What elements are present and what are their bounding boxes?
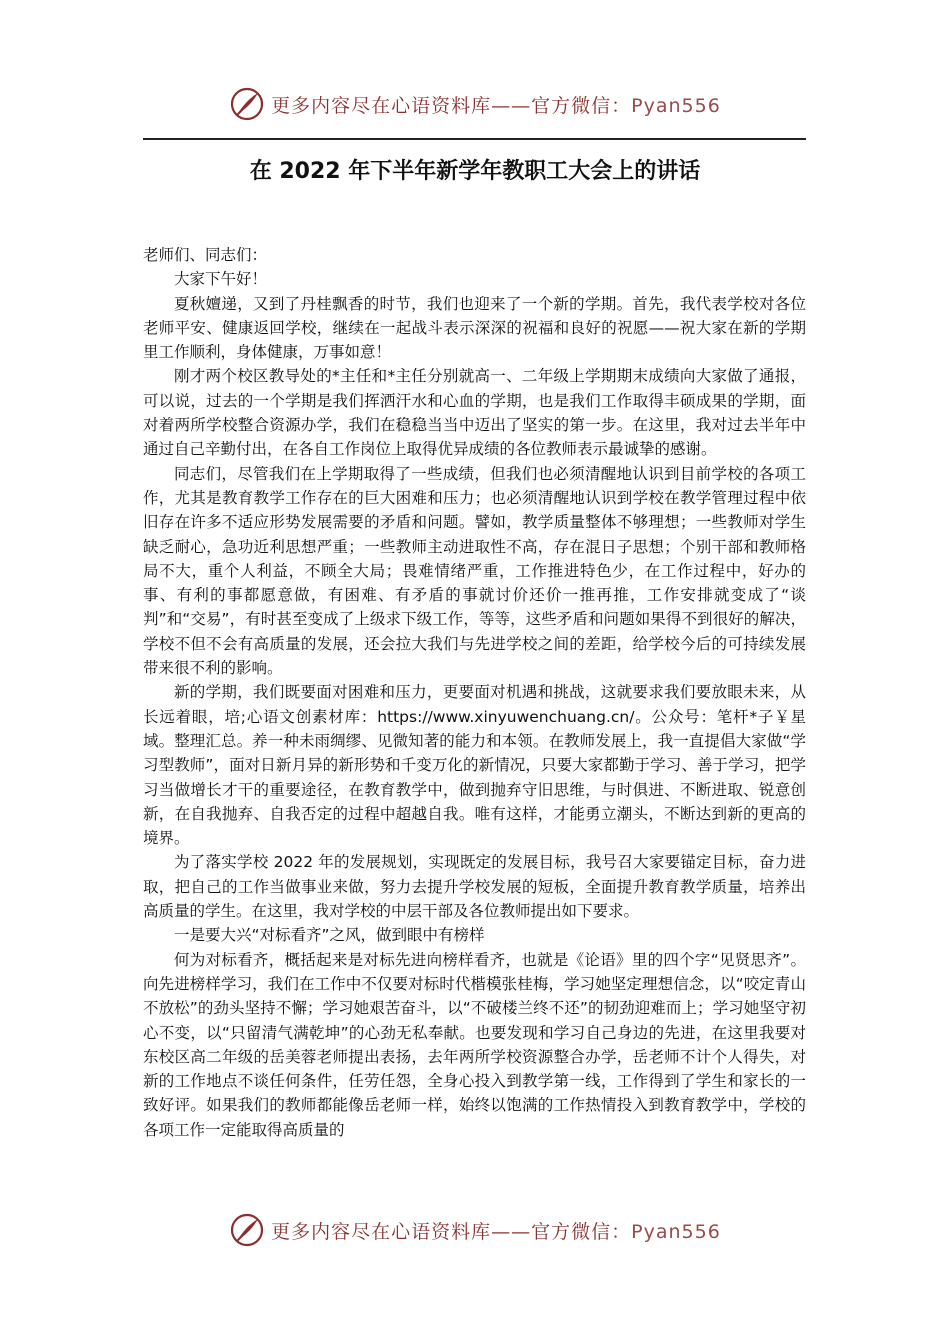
banner-label: 更多内容尽在心语资料库——官方微信：Pyan556 xyxy=(271,94,721,117)
paragraph: 为了落实学校 2022 年的发展规划，实现既定的发展目标，我号召大家要锚定目标，奋力进取，把自己的工作当做事业来做，努力去提升学校发展的短板，全面提升教育教学质量，培养出高质量的学生。在这里，我对学校的中层干部及各位教师提出如下要求。 xyxy=(143,853,806,921)
quill-logo-icon xyxy=(229,86,265,122)
paragraph: 同志们，尽管我们在上学期取得了一些成绩，但我们也必须清醒地认识到目前学校的各项工作，尤其是教育教学工作存在的巨大困难和压力；也必须清醒地认识到学校在教学管理过程中依旧存在许多不适应形势发展需要的矛盾和问题。譬如，教学质量整体不够理想；一些教师对学生缺乏耐心，急功近利思想严重；一些教师主动进取性不高，存在混日子思想；个别干部和教师格局不大，重个人利益，不顾全大局；畏难情绪严重，工作推进特色少，在工作过程中，好办的事、有利的事都愿意做，有困难、有矛盾的事就讨价还价一推再推，工作安排就变成了“谈判”和“交易”，有时甚至变成了上级求下级工作，等等，这些矛盾和问题如果得不到很好的解决，学校不但不会有高质量的发展，还会拉大我们与先进学校之间的差距，给学校今后的可持续发展带来很不利的影响。 xyxy=(143,464,806,678)
paragraph: 夏秋嬗递，又到了丹桂飘香的时节，我们也迎来了一个新的学期。首先，我代表学校对各位老师平安、健康返回学校，继续在一起战斗表示深深的祝福和良好的祝愿——祝大家在新的学期里工作顺利，身体健康，万事如意！ xyxy=(143,294,806,362)
paragraph: 何为对标看齐，概括起来是对标先进向榜样看齐，也就是《论语》里的四个字“见贤思齐”。向先进榜样学习，我们在工作中不仅要对标时代楷模张桂梅，学习她坚定理想信念，以“咬定青山不放松”的劲头坚持不懈；学习她艰苦奋斗，以“不破楼兰终不还”的韧劲迎难而上；学习她坚守初心不变，以“只留清气满乾坤”的心劲无私奉献。也要发现和学习自己身边的先进，在这里我要对东校区高二年级的岳美蓉老师提出表扬，去年两所学校资源整合办学，岳老师不计个人得失，对新的工作地点不谈任何条件，任劳任怨，全身心投入到教学第一线，工作得到了学生和家长的一致好评。如果我们的教师都能像岳老师一样，始终以饱满的工作热情投入到教育教学中，学校的各项工作一定能取得高质量的 xyxy=(143,950,806,1139)
document-title: 在 2022 年下半年新学年教职工大会上的讲话 xyxy=(249,159,701,184)
wechat-id: Pyan556 xyxy=(631,94,721,117)
quill-logo-icon xyxy=(229,1212,265,1248)
paragraph: 刚才两个校区教导处的*主任和*主任分别就高一、二年级上学期期末成绩向大家做了通报，可以说，过去的一个学期是我们挥洒汗水和心血的学期，也是我们工作取得丰硕成果的学期，面对着两所学校整合资源办学，我们在稳稳当当中迈出了坚实的第一步。在这里，我对过去半年中通过自己辛勤付出，在各自工作岗位上取得优异成绩的各位教师表示最诚挚的感谢。 xyxy=(143,367,806,459)
section-heading: 一是要大兴“对标看齐”之风，做到眼中有榜样 xyxy=(174,926,485,945)
paragraph-greeting: 大家下午好！ xyxy=(174,270,268,289)
header-rule xyxy=(143,138,806,140)
banner-label: 更多内容尽在心语资料库——官方微信：Pyan556 xyxy=(271,1220,721,1243)
footer-banner xyxy=(0,1208,950,1252)
wechat-id: Pyan556 xyxy=(631,1220,721,1243)
document-body xyxy=(143,243,806,1142)
header-banner xyxy=(0,82,950,126)
paragraph: 新的学期，我们既要面对困难和压力，更要面对机遇和挑战，这就要求我们要放眼未来，从长远着眼，培;心语文创素材库：https://www.xinyuwenchuang.cn/。公众号：笔杆*子￥星域。整理汇总。养一种未雨绸缪、见微知著的能力和本领。在教师发展上，我一直提倡大家做“学习型教师”，面对日新月异的新形势和千变万化的新情况，只要大家都勤于学习、善于学习，把学习当做增长才干的重要途径，在教育教学中，做到抛弃守旧思维，与时俱进、不断进取、锐意创新，在自我抛弃、自我否定的过程中超越自我。唯有这样，才能勇立潮头，不断达到新的更高的境界。 xyxy=(143,683,806,848)
paragraph-salutation: 老师们、同志们： xyxy=(143,246,268,264)
